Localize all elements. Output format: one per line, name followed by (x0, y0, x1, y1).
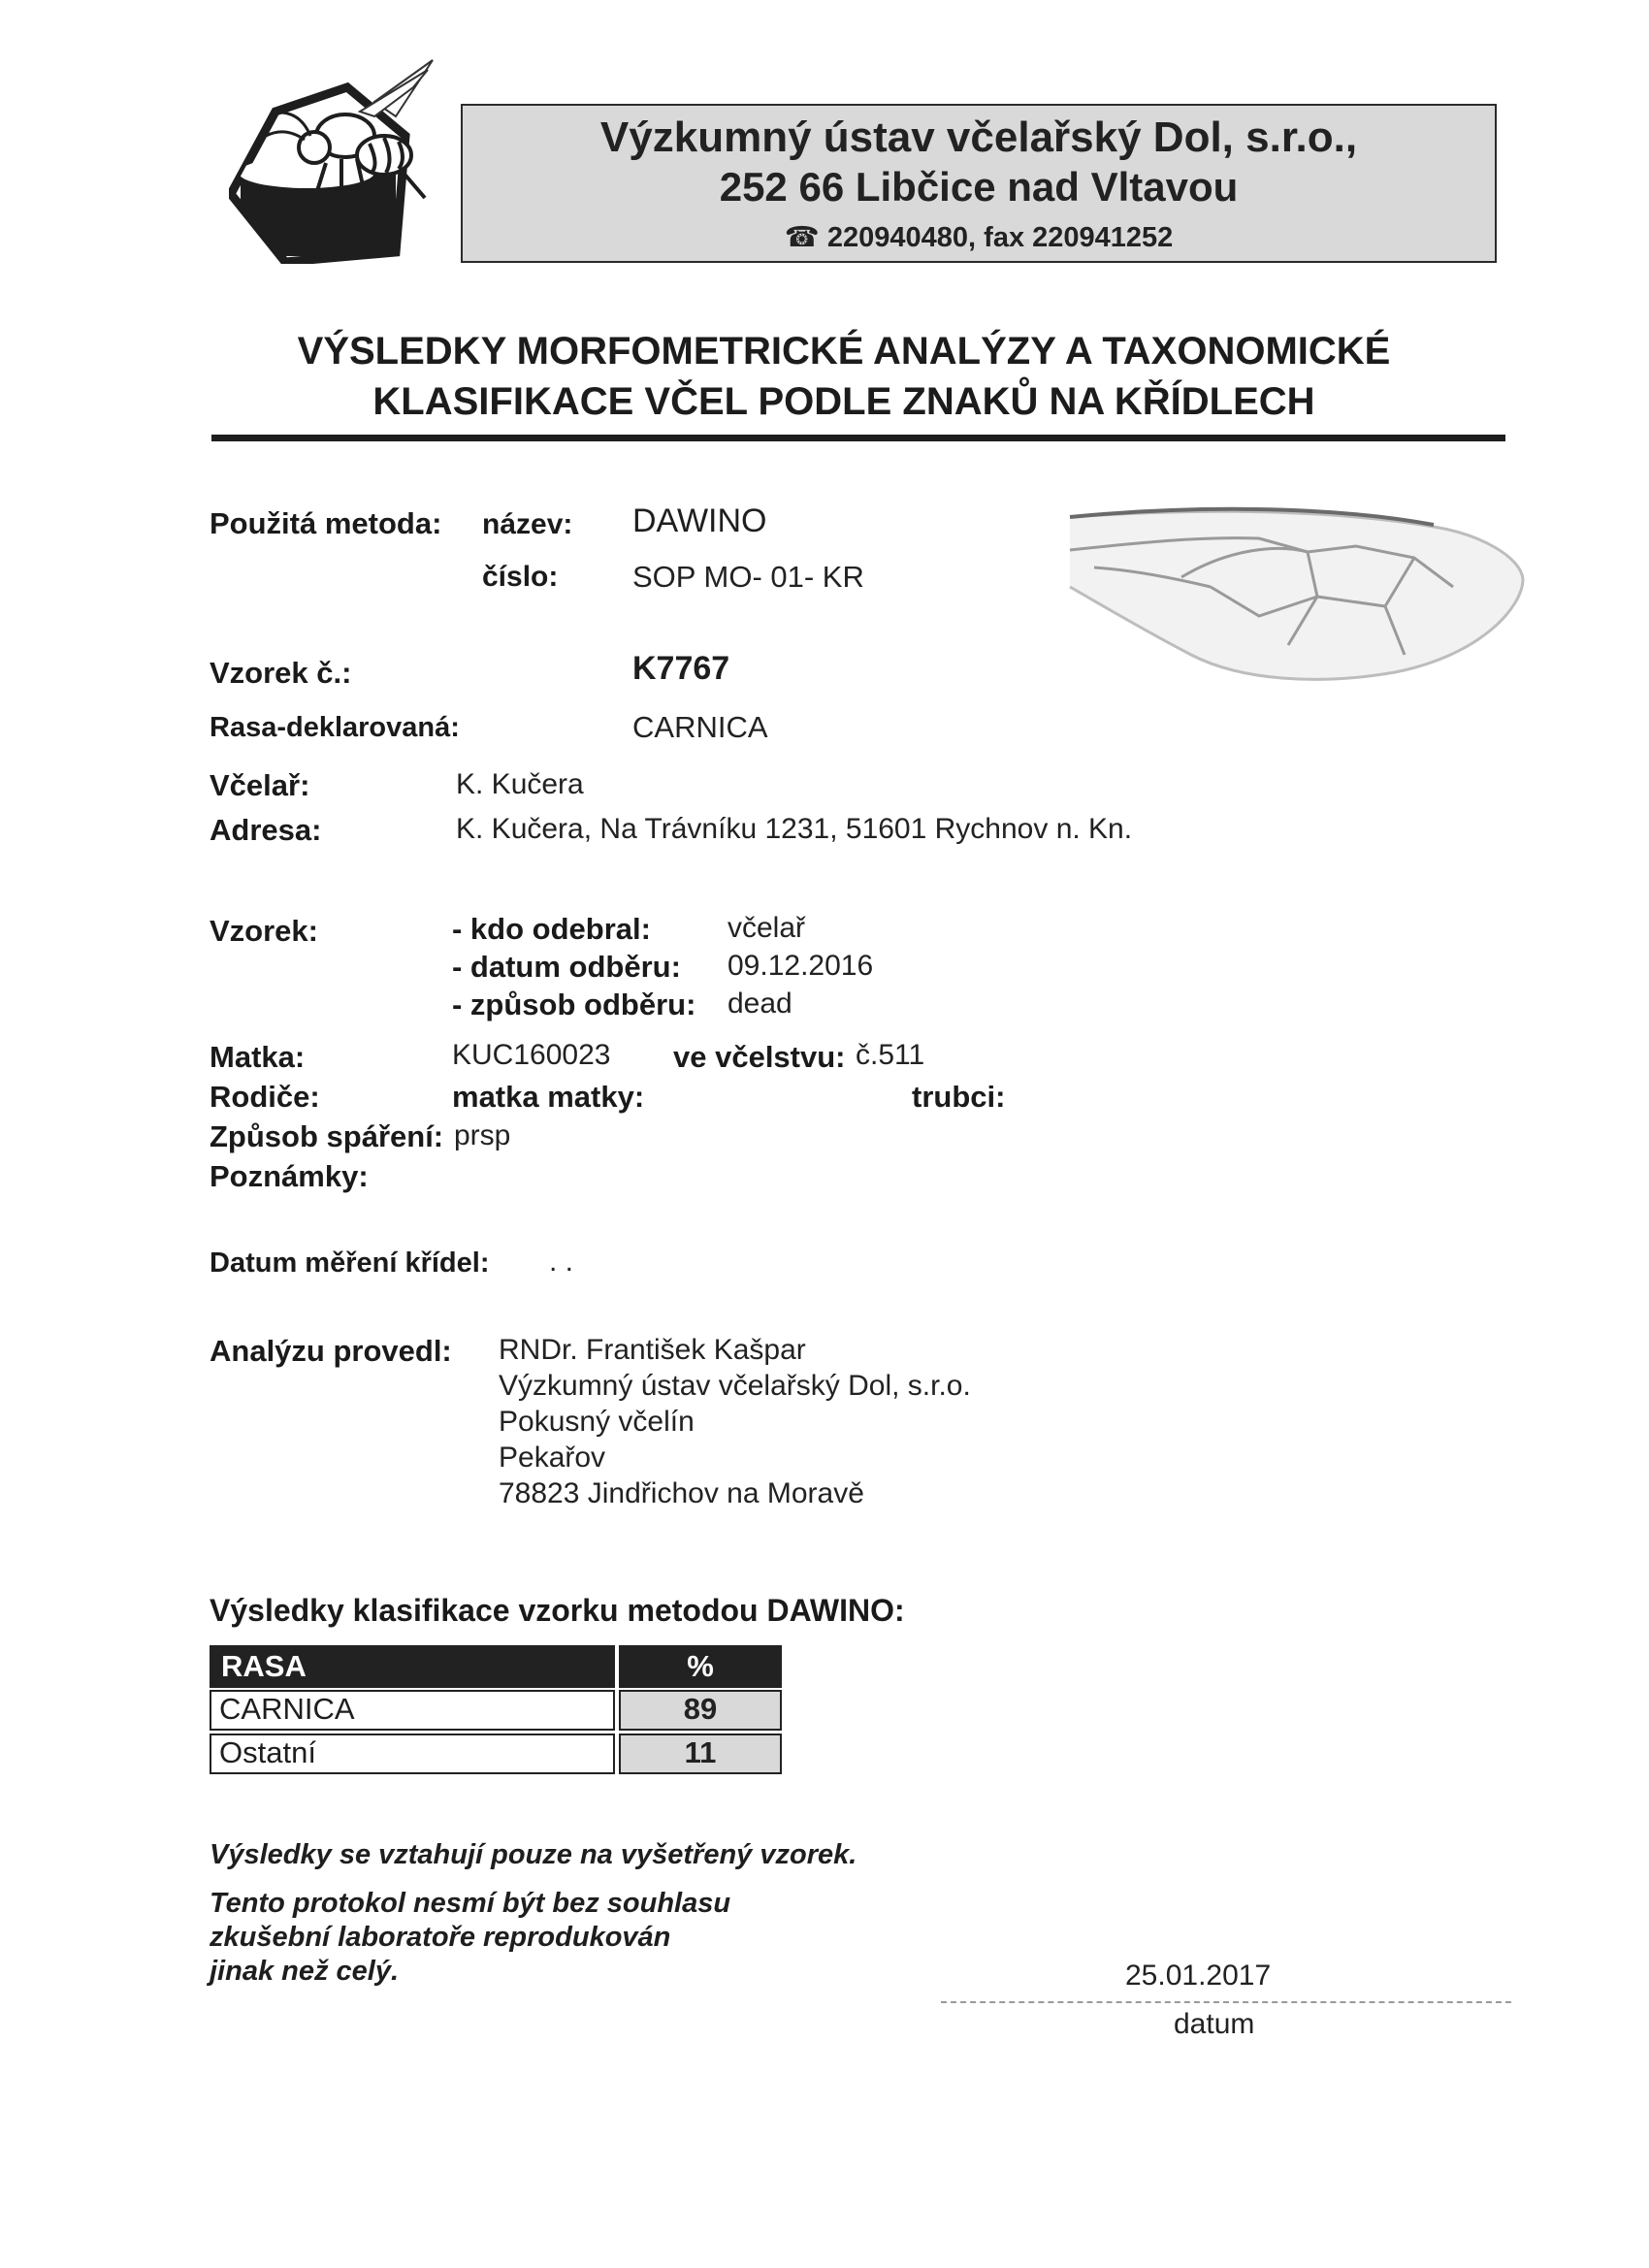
analyst-postal-address: 78823 Jindřichov na Moravě (499, 1477, 864, 1509)
collection-method-label: - způsob odběru: (452, 988, 696, 1021)
sample-number-label: Vzorek č.: (210, 656, 352, 690)
results-row-percent: 89 (619, 1690, 782, 1731)
beekeeper-label: Včelař: (210, 768, 310, 802)
results-row-breed: CARNICA (210, 1690, 615, 1731)
measurement-date: . . (549, 1246, 574, 1278)
measurement-date-label: Datum měření křídel: (210, 1247, 490, 1279)
results-header-breed: RASA (210, 1645, 615, 1688)
queen-id: KUC160023 (452, 1039, 611, 1071)
document-title-line1: VÝSLEDKY MORFOMETRICKÉ ANALÝZY A TAXONOMICKÉ (297, 330, 1391, 373)
queen-mother-label: matka matky: (452, 1080, 645, 1114)
logo (229, 58, 442, 264)
issue-date-label: datum (1174, 2008, 1255, 2040)
collection-label: Vzorek: (210, 914, 318, 948)
method-name: DAWINO (632, 502, 767, 539)
collection-method: dead (728, 988, 792, 1020)
mating-method: prsp (454, 1119, 511, 1151)
document-title-line2: KLASIFIKACE VČEL PODLE ZNAKŮ NA KŘÍDLECH (372, 380, 1315, 423)
issue-date: 25.01.2017 (1125, 1960, 1272, 1992)
declared-breed-label: Rasa-deklarovaná: (210, 712, 460, 743)
reproduction-note-line1: Tento protokol nesmí být bez souhlasu (210, 1888, 731, 1919)
institute-name: Výzkumný ústav včelařský Dol, s.r.o., (599, 113, 1358, 161)
queen-label: Matka: (210, 1040, 306, 1074)
beekeeper-name: K. Kučera (456, 768, 584, 800)
title-divider (211, 435, 1505, 441)
collection-date-label: - datum odběru: (452, 950, 681, 984)
analyst-institute: Výzkumný ústav včelařský Dol, s.r.o. (499, 1370, 971, 1402)
collector: včelař (728, 912, 806, 944)
drones-label: trubci: (912, 1080, 1006, 1114)
reproduction-note-line2: zkušební laboratoře reprodukován (210, 1922, 671, 1953)
collection-date: 09.12.2016 (728, 950, 874, 982)
results-row-percent: 11 (619, 1733, 782, 1774)
results-row-breed: Ostatní (210, 1733, 615, 1774)
institute-header (461, 104, 1497, 263)
signature-line (941, 2001, 1511, 2003)
analyst-name: RNDr. František Kašpar (499, 1334, 806, 1366)
institute-address: 252 66 Libčice nad Vltavou (719, 164, 1239, 210)
collector-label: - kdo odebral: (452, 912, 651, 946)
analyst-place: Pekařov (499, 1442, 606, 1474)
results-heading: Výsledky klasifikace vzorku metodou DAWINO: (210, 1593, 905, 1628)
scope-note: Výsledky se vztahují pouze na vyšetřený vzorek. (210, 1839, 857, 1870)
analyst-apiary: Pokusný včelín (499, 1406, 695, 1438)
beekeeper-address: K. Kučera, Na Trávníku 1231, 51601 Rychnov n. Kn. (456, 813, 1133, 845)
reproduction-note-line3: jinak než celý. (210, 1956, 400, 1987)
method-number-label: číslo: (482, 561, 559, 593)
analysis-label: Analýzu provedl: (210, 1334, 452, 1368)
address-label: Adresa: (210, 813, 322, 847)
declared-breed: CARNICA (632, 710, 768, 744)
bee-hexagon-logo (231, 60, 433, 262)
bee-wing-illustration (1065, 500, 1531, 694)
notes-label: Poznámky: (210, 1159, 369, 1193)
telephone-icon: ☎ (784, 222, 820, 253)
results-header-percent: % (619, 1645, 782, 1688)
method-name-label: název: (482, 508, 573, 540)
mating-label: Způsob spáření: (210, 1119, 444, 1153)
colony-label: ve včelstvu: (673, 1040, 846, 1074)
method-number: SOP MO- 01- KR (632, 560, 864, 594)
sample-number: K7767 (632, 650, 730, 687)
method-label: Použitá metoda: (210, 506, 442, 540)
parents-label: Rodiče: (210, 1080, 320, 1114)
colony-number: č.511 (856, 1039, 925, 1071)
institute-contact: ☎ 220940480, fax 220941252 (784, 222, 1174, 253)
